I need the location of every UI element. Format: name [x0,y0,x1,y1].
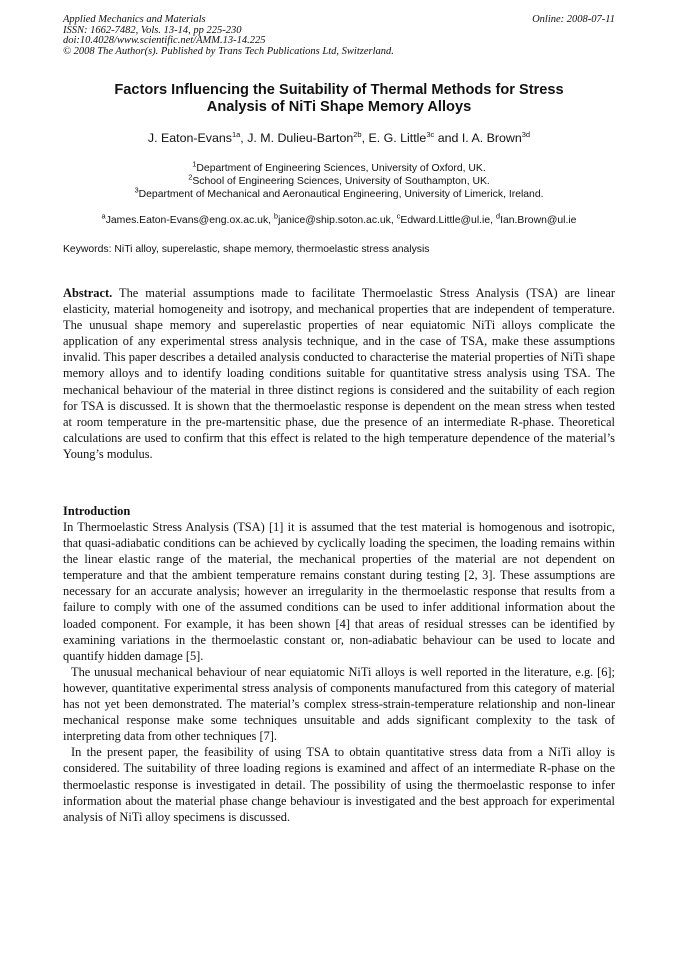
affiliation-3-mark: 3 [134,185,139,195]
author-3-affil: 3c [426,129,435,139]
email-3[interactable]: Edward.Little@ul.ie [400,215,491,226]
affiliation-3-text: Department of Mechanical and Aeronautical Engineering, University of Limerick, Ireland. [138,189,544,201]
email-2-mark: b [273,211,279,221]
introduction-heading: Introduction [63,504,131,518]
intro-paragraph-1: In Thermoelastic Stress Analysis (TSA) [1] it is assumed that the test material is homogenous and isotropic, that quasi-adiabatic conditions can be achieved by cyclically loading the specimen, the loading remains within the linear elastic range of the material, the mechanical properties of the material are not dependent on temperature and that the ambient temperature remains constant during testing [2, 3]. These assumptions are necessary for an accurate analysis; however an irregularity in the thermoelastic response that results from a failure to comply with one of the assumed conditions can be used to infer additional information about the loaded component. For example, it has been shown [4] that areas of residual stresses can be identified by examining variations in the thermoelastic constant or, non-adiabatic behaviour can be used to locate and quantify hidden damage [5]. [63,520,615,663]
author-separator: , [361,131,369,145]
header-row [63,15,615,26]
journal-name: Applied Mechanics and Materials [63,14,206,25]
title-line-1: Factors Influencing the Suitability of Thermal Methods for Stress [114,82,564,98]
affiliation-list [63,159,615,202]
author-and: and [434,131,462,145]
email-3-mark: c [396,211,401,221]
abstract-text: The material assumptions made to facilitate Thermoelastic Stress Analysis (TSA) are linear elasticity, material homogeneity and isotropy, and mechanical properties that are independent of temperature. The unusual shape memory and superelastic properties of near equiatomic NiTi alloys complicate the application of any experimental stress analysis technique, and in the case of TSA, make these assumptions invalid. This paper describes a detailed analysis conducted to characterise the material properties of NiTi shape memory alloys and to identify loading conditions suitable for quantitative stress analysis using TSA. The mechanical behaviour of the material in three distinct regions is considered and the suitability of each region for TSA is discussed. It is shown that the thermoelastic response is dependent on the mean stress when tested at room temperature in the pre-martensitic phase, due the presence of an intermediate R-phase. Theoretical calculations are used to confirm that this effect is related to the high temperature dependence of the material’s Young’s modulus. [63,286,615,461]
affiliation-2-text: School of Engineering Sciences, University of Southampton, UK. [192,176,490,188]
abstract-label: Abstract. [63,286,113,300]
affiliation-1-mark: 1 [192,159,197,169]
affiliation-3 [63,185,615,201]
author-4: I. A. Brown [461,131,522,145]
keywords-line: Keywords: NiTi alloy, superelastic, shape memory, thermoelastic stress analysis [63,244,430,255]
affiliation-1 [63,159,615,175]
introduction-section [63,519,615,825]
author-separator: , [240,131,248,145]
intro-paragraph-3: In the present paper, the feasibility of using TSA to obtain quantitative stress data from a NiTi alloy is considered. The suitability of three loading regions is examined and affect of an intermediate R-phase on the thermoelastic response is investigated in detail. The possibility of using the thermoelastic response to infer information about the material phase change behaviour is investigated and the best approach for experimental analysis of NiTi alloy specimens is discussed. [63,745,615,824]
author-3: E. G. Little [368,131,427,145]
affiliation-2 [63,172,615,188]
author-2-affil: 2b [353,129,362,139]
email-separator: , [390,215,397,226]
email-separator: , [490,215,496,226]
email-separator: , [268,215,274,226]
author-4-affil: 3d [521,129,531,139]
abstract-section [63,285,615,462]
author-2: J. M. Dulieu-Barton [247,131,354,145]
email-list [63,211,615,227]
author-1: J. Eaton-Evans [147,131,232,145]
email-1-mark: a [101,211,106,221]
title-line-2: Analysis of NiTi Shape Memory Alloys [206,99,472,115]
abstract-paragraph [63,285,615,462]
author-1-affil: 1a [231,129,241,139]
email-4-mark: d [495,211,501,221]
copyright-line: © 2008 The Author(s). Published by Trans Tech Publications Ltd, Switzerland. [63,45,394,57]
issn-line: ISSN: 1662-7482, Vols. 13-14, pp 225-230 [63,24,242,36]
paper-title [63,82,615,116]
author-list [63,130,615,146]
journal-header [63,15,615,57]
intro-paragraph-2: The unusual mechanical behaviour of near equiatomic NiTi alloys is well reported in the literature, e.g. [6]; however, quantitative experimental stress analysis of components manufactured from this category of material has not yet been demonstrated. The material’s complex stress-strain-temperature relationship and non-linear mechanical response make some techniques unsuitable and adds significant complexity to the task of interpreting data from other techniques [7]. [63,664,615,744]
email-2[interactable]: janice@ship.soton.ac.uk [278,215,391,226]
affiliation-2-mark: 2 [188,172,193,182]
online-date: Online: 2008-07-11 [532,14,615,25]
email-1[interactable]: James.Eaton-Evans@eng.ox.ac.uk [105,215,269,226]
email-4[interactable]: Ian.Brown@ul.ie [500,215,577,226]
doi-line[interactable]: doi:10.4028/www.scientific.net/AMM.13-14.225 [63,35,266,47]
affiliation-1-text: Department of Engineering Sciences, University of Oxford, UK. [196,163,486,174]
